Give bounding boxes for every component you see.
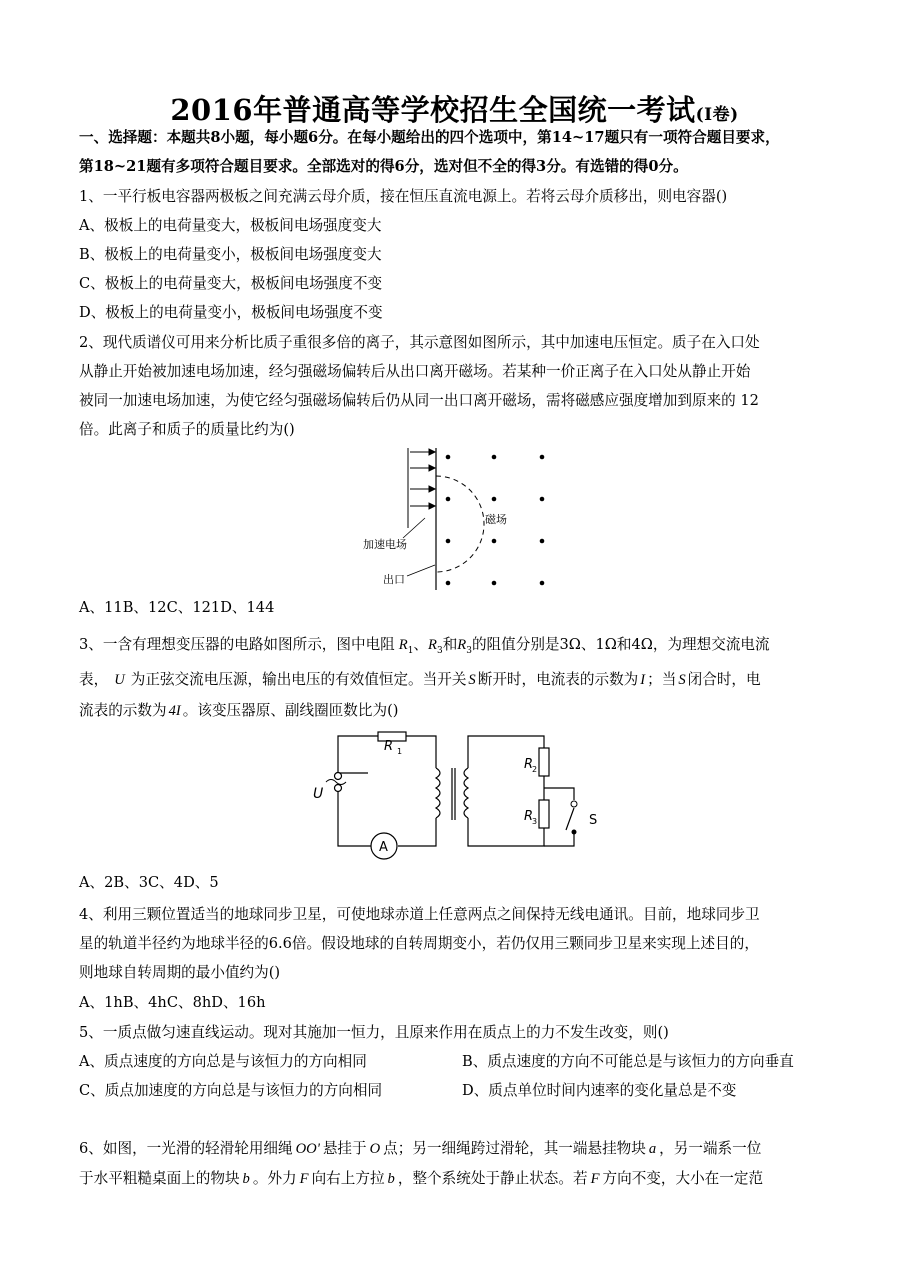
q3-stem-line1: 3、一含有理想变压器的电路如图所示，图中电阻 $R_1$、$R_3$和$R_3$的阻值分别是3Ω、1Ω和4Ω，为理想交流电流: [79, 636, 770, 656]
ammeter-label: A: [379, 840, 388, 855]
field-label: 磁场: [485, 513, 507, 526]
r1-subscript: 1: [397, 747, 403, 756]
q2-stem-line2: 从静止开始被加速电场加速，经匀强磁场偏转后从出口离开磁场。若某种一价正离子在入口处从静止开始: [79, 363, 751, 380]
q5-option-c: C、质点加速度的方向总是与该恒力的方向相同: [79, 1082, 383, 1099]
q6-stem-line1: 6、如图，一光滑的轻滑轮用细绳 OO' 悬挂于 O 点；另一细绳跨过滑轮，其一端悬挂物块 a ，另一端系一位: [79, 1140, 762, 1157]
accel-field-label: 加速电场: [363, 538, 407, 551]
q3-options: A、2B、3C、4D、5: [79, 874, 219, 891]
q5-stem: 5、一质点做匀速直线运动。现对其施加一恒力，且原来作用在质点上的力不发生改变，则(): [79, 1024, 669, 1041]
q2-options: A、11B、12C、121D、144: [79, 599, 275, 616]
r2-label: R: [524, 757, 534, 772]
q1-stem: 1、一平行板电容器两极板之间充满云母介质，接在恒压直流电源上。若将云母介质移出，则电容器(): [79, 188, 728, 205]
exit-label: 出口: [383, 573, 405, 586]
page-title: [0, 88, 909, 129]
r1-label: R: [384, 739, 394, 754]
section-instruction-line1: 一、选择题：本题共8小题，每小题6分。在每小题给出的四个选项中，第14~17题只有一项符合题目要求，: [79, 129, 780, 146]
q4-stem-line3: 则地球自转周期的最小值约为(): [79, 964, 281, 981]
q1-option-d: D、极板上的电荷量变小，极板间电场强度不变: [79, 304, 383, 321]
q2-stem-line3: 被同一加速电场加速，为使它经匀强磁场偏转后仍从同一出口离开磁场，需将磁感应强度增加到原来的 12: [79, 392, 759, 409]
q4-options: A、1hB、4hC、8hD、16h: [79, 994, 266, 1011]
section-instruction-line2: 第18~21题有多项符合题目要求。全部选对的得6分，选对但不全的得3分。有选错的得0分。: [79, 158, 688, 175]
q6-stem-line2: 于水平粗糙桌面上的物块 b 。外力 F 向右上方拉 b ，整个系统处于静止状态。若 F 方向不变，大小在一定范: [79, 1170, 764, 1187]
q1-option-a: A、极板上的电荷量变大，极板间电场强度变大: [79, 217, 382, 234]
title-main: 2016年普通高等学校招生全国统一考试: [170, 93, 696, 127]
q4-stem-line1: 4、利用三颗位置适当的地球同步卫星，可使地球赤道上任意两点之间保持无线电通讯。目前，地球同步卫: [79, 906, 760, 923]
q3-stem-line2: 表， U 为正弦交流电压源，输出电压的有效值恒定。当开关 S 断开时，电流表的示数为 I ；当 S 闭合时，电: [79, 671, 761, 688]
r2-subscript: 2: [532, 765, 538, 774]
q4-stem-line2: 星的轨道半径约为地球半径的6.6倍。假设地球的自转周期变小，若仍仅用三颗同步卫星来实现上述目的，: [79, 935, 759, 952]
q1-option-b: B、极板上的电荷量变小，极板间电场强度变大: [79, 246, 382, 263]
switch-label: S: [589, 813, 598, 828]
transformer-circuit-figure: [308, 728, 608, 863]
r3-subscript: 3: [532, 817, 538, 826]
q3-stem-line3: 流表的示数为 4I 。该变压器原、副线圈匝数比为(): [79, 702, 399, 719]
q2-stem-line4: 倍。此离子和质子的质量比约为(): [79, 421, 295, 438]
mass-spectrometer-figure: [355, 440, 565, 595]
r3-label: R: [524, 809, 534, 824]
q5-option-d: D、质点单位时间内速率的变化量总是不变: [462, 1082, 737, 1099]
q2-stem-line1: 2、现代质谱仪可用来分析比质子重很多倍的离子，其示意图如图所示，其中加速电压恒定。质子在入口处: [79, 334, 760, 351]
title-suffix: (I卷): [695, 105, 739, 125]
q5-option-a: A、质点速度的方向总是与该恒力的方向相同: [79, 1053, 367, 1070]
q5-option-b: B、质点速度的方向不可能总是与该恒力的方向垂直: [462, 1053, 794, 1070]
q1-option-c: C、极板上的电荷量变大，极板间电场强度不变: [79, 275, 383, 292]
source-label: U: [313, 786, 324, 802]
